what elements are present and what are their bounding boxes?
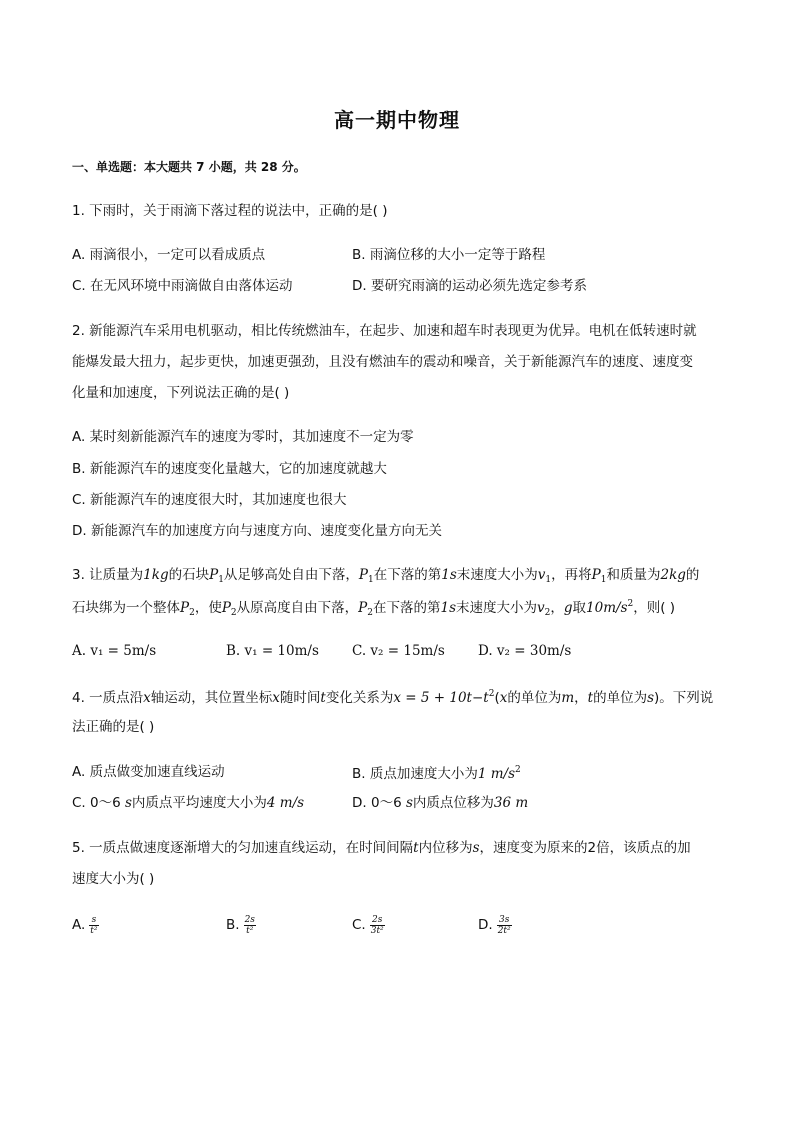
q4-superscript: 2 [488, 689, 495, 699]
q3-text: 3. 让质量为 [72, 567, 144, 583]
q5-text: 5. 一质点做速度逐渐增大的匀加速直线运动，在时间间隔 [72, 840, 414, 856]
option-label: A. [72, 917, 86, 934]
q4-stem-line1 [72, 690, 713, 706]
q3-option-c: C. v₂ = 15m/s [352, 643, 445, 659]
q3-text: 取 [572, 600, 587, 616]
q4-symbol: x [143, 690, 151, 706]
numerator: 2s [244, 915, 255, 925]
q3-text: 从原高度自由下落， [236, 600, 359, 616]
q3-option-b: B. v₁ = 10m/s [226, 643, 319, 659]
q5-option-a [72, 915, 99, 937]
q4-superscript: 2 [515, 765, 521, 775]
q3-superscript: 2 [627, 599, 634, 609]
q3-text: 的石块 [168, 567, 210, 583]
q4-symbol: m [561, 690, 575, 706]
q4-symbol: s [647, 690, 655, 706]
q3-text: ，则( ) [633, 600, 676, 616]
q4-symbol: t [587, 690, 594, 706]
q4-value: 36 m [493, 795, 529, 811]
q4-text: 内质点平均速度大小为 [131, 795, 267, 811]
q2-option-a: A. 某时刻新能源汽车的速度为零时，其加速度不一定为零 [72, 429, 414, 445]
numerator: 2s [370, 915, 385, 926]
q4-symbol: x [272, 690, 280, 706]
q4-option-a: A. 质点做变加速直线运动 [72, 764, 225, 780]
q3-text: 在下落的第 [372, 600, 441, 616]
q4-text: C. 0～6 [72, 795, 121, 811]
q4-text: B. 质点加速度大小为 [352, 766, 478, 782]
q3-text: 石块绑为一个整体 [72, 600, 180, 616]
q3-text: ，使 [194, 600, 222, 616]
q3-subscript: 1 [368, 575, 374, 585]
q3-symbol: P [358, 567, 369, 583]
q5-option-d [478, 915, 512, 937]
q4-text: ( [494, 690, 500, 706]
q3-text: 在下落的第 [373, 567, 442, 583]
q5-stem-line2: 速度大小为( ) [72, 871, 155, 887]
q4-symbol: s [120, 795, 132, 811]
q1-option-c: C. 在无风环境中雨滴做自由落体运动 [72, 278, 293, 294]
q3-stem-line1 [72, 569, 699, 585]
q4-option-c [72, 797, 304, 811]
q3-text: ，再将 [551, 567, 592, 583]
q2-option-d: D. 新能源汽车的加速度方向与速度方向、速度变化量方向无关 [72, 523, 442, 539]
q4-text: 的单位为 [593, 690, 648, 706]
q4-text: 4. 一质点沿 [72, 690, 144, 706]
q3-subscript: 1 [600, 575, 607, 585]
q4-text: 轴运动，其位置坐标 [150, 690, 273, 706]
q3-time: 1s [440, 600, 457, 616]
q3-text: 从足够高处自由下落， [223, 567, 359, 583]
fraction [89, 915, 98, 937]
q3-mass-1: 1kg [143, 567, 169, 583]
q1-option-d: D. 要研究雨滴的运动必须先选定参考系 [352, 278, 587, 294]
q2-option-b: B. 新能源汽车的速度变化量越大，它的加速度就越大 [72, 461, 387, 477]
section-heading: 一、单选题：本大题共 7 小题，共 28 分。 [72, 160, 306, 174]
q4-text: D. 0～6 [352, 795, 402, 811]
page-title: 高一期中物理 [334, 108, 460, 132]
q3-option-d: D. v₂ = 30m/s [478, 643, 572, 659]
q2-stem-line2: 能爆发最大扭力，起步更快，加速更强劲，且没有燃油车的震动和噪音，关于新能源汽车的速度、速度变 [72, 354, 693, 370]
q4-symbol: t [320, 690, 326, 706]
fraction [244, 915, 256, 937]
q3-text: ， [550, 600, 564, 616]
q3-option-a: A. v₁ = 5m/s [72, 643, 157, 659]
q3-mass-2: 2kg [660, 567, 686, 583]
q3-time: 1s [441, 567, 457, 583]
q4-symbol: x [499, 690, 508, 706]
q3-subscript: 1 [218, 575, 224, 585]
fraction [497, 915, 512, 937]
q3-symbol: P [180, 600, 190, 616]
denominator: t² [246, 926, 254, 937]
denominator: t² [90, 926, 98, 937]
q3-text: 和质量为 [606, 567, 661, 583]
q3-subscript: 2 [367, 608, 373, 618]
q1-option-b: B. 雨滴位移的大小一定等于路程 [352, 247, 546, 263]
q4-symbol: s [401, 795, 413, 811]
q3-subscript: 2 [544, 608, 551, 618]
q5-symbol: t [413, 840, 419, 856]
q4-option-d [352, 797, 528, 811]
q3-symbol: v [537, 567, 546, 583]
q5-text: 内位移为 [418, 840, 473, 856]
q2-stem-line1: 2. 新能源汽车采用电机驱动，相比传统燃油车，在起步、加速和超车时表现更为优异。电机在低转速时就 [72, 323, 697, 339]
q4-value: 1 m/s [477, 766, 516, 782]
q4-stem-line2: 法正确的是( ) [72, 719, 155, 735]
q3-text: 末速度大小为 [456, 600, 538, 616]
q4-text: 变化关系为 [325, 690, 394, 706]
option-label: B. [226, 917, 240, 934]
q4-text: ， [574, 690, 588, 706]
q4-equation: x = 5 + 10t−t [393, 690, 489, 706]
q3-symbol: P [358, 600, 368, 616]
q4-text: 内质点位移为 [412, 795, 494, 811]
q3-subscript: 2 [230, 608, 237, 618]
q4-value: 4 m/s [266, 795, 305, 811]
numerator: s [89, 915, 98, 926]
q5-stem-line1 [72, 842, 691, 856]
q3-stem-line2 [72, 600, 675, 618]
q3-text: 的 [685, 567, 700, 583]
denominator: 3t² [370, 926, 384, 937]
q1-option-a: A. 雨滴很小，一定可以看成质点 [72, 247, 266, 263]
q3-symbol: P [209, 567, 219, 583]
q4-text: 的单位为 [507, 690, 562, 706]
q3-symbol: g [563, 600, 573, 616]
q3-subscript: 2 [189, 608, 195, 618]
q5-text: ，速度变为原来的2倍，该质点的加 [479, 840, 691, 856]
denominator: 2t² [497, 926, 511, 937]
option-label: D. [478, 917, 493, 934]
q4-text: 随时间 [279, 690, 321, 706]
q4-option-b [352, 766, 521, 782]
option-label: C. [352, 917, 366, 934]
q3-subscript: 1 [545, 575, 552, 585]
q2-stem-line3: 化量和加速度，下列说法正确的是( ) [72, 385, 290, 401]
q3-symbol: v [537, 600, 545, 616]
q3-symbol: P [591, 567, 601, 583]
q5-symbol: s [472, 840, 480, 856]
q3-text: 末速度大小为 [456, 567, 538, 583]
numerator: 3s [497, 915, 512, 926]
q4-text: )。下列说 [654, 690, 714, 706]
fraction [370, 915, 385, 937]
q3-symbol: P [221, 600, 231, 616]
q5-option-c [352, 915, 385, 937]
q2-option-c: C. 新能源汽车的速度很大时，其加速度也很大 [72, 492, 347, 508]
q3-gravity: 10m/s [586, 600, 628, 616]
q1-stem: 1. 下雨时，关于雨滴下落过程的说法中，正确的是( ) [72, 203, 388, 219]
q5-option-b [226, 915, 256, 937]
